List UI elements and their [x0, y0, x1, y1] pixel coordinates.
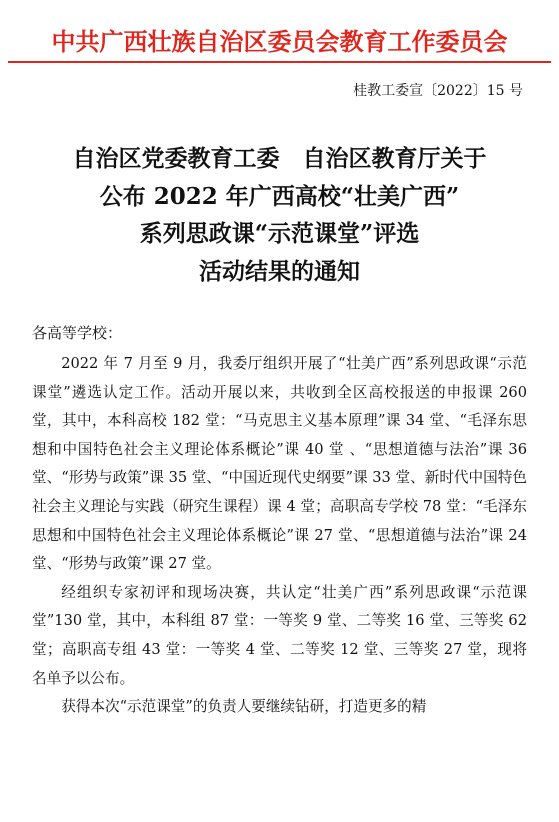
paragraph: 经组织专家初评和现场决赛，共认定“壮美广西”系列思政课“示范课堂”130 堂，其中，本科组 87 堂：一等奖 9 堂、二等奖 16 堂、三等奖 62 堂；高职高专组 43 堂：一等奖 4 堂、二等奖 12 堂、三等奖 27 堂，现将名单予以公布。	[32, 583, 527, 687]
masthead: 中共广西壮族自治区委员会教育工作委员会	[51, 27, 508, 56]
paragraph: 2022 年 7 月至 9 月，我委厅组织开展了“壮美广西”系列思政课“示范课堂”遴选认定工作。活动开展以来，共收到全区高校报送的申报课 260 堂，其中，本科高校 182 堂：“马克思主义基本原理”课 34 堂、“毛泽东思想和中国特色社会主义理论体系概论”课 40 堂 、“思想道德与法治”课 36 堂、“形势与政策”课 35 堂、“中国近现代史纲要”课 33 堂、新时代中国特色社会主义理论与实践（研究生课程）课 4 堂；高职高专学校 78 堂：“毛泽东思想和中国特色社会主义理论体系概论”课 27 堂、“思想道德与法治”课 24 堂、“形势与政策”课 27 堂。	[32, 355, 527, 573]
document-number: 桂教工委宣〔2022〕15 号	[353, 83, 523, 99]
title-line: 活动结果的通知	[199, 257, 360, 285]
document-title	[0, 140, 559, 290]
salutation: 各高等学校：	[32, 324, 123, 342]
title-line: 系列思政课“示范课堂”评选	[139, 220, 420, 247]
body-text	[32, 350, 527, 722]
paragraph: 获得本次“示范课堂”的负责人要继续钻研，打造更多的精	[61, 698, 427, 716]
title-line: 自治区党委教育工委 自治区教育厅关于	[72, 145, 487, 172]
title-line: 公布 2022 年广西高校“壮美广西”	[99, 182, 460, 210]
red-divider	[8, 61, 551, 63]
